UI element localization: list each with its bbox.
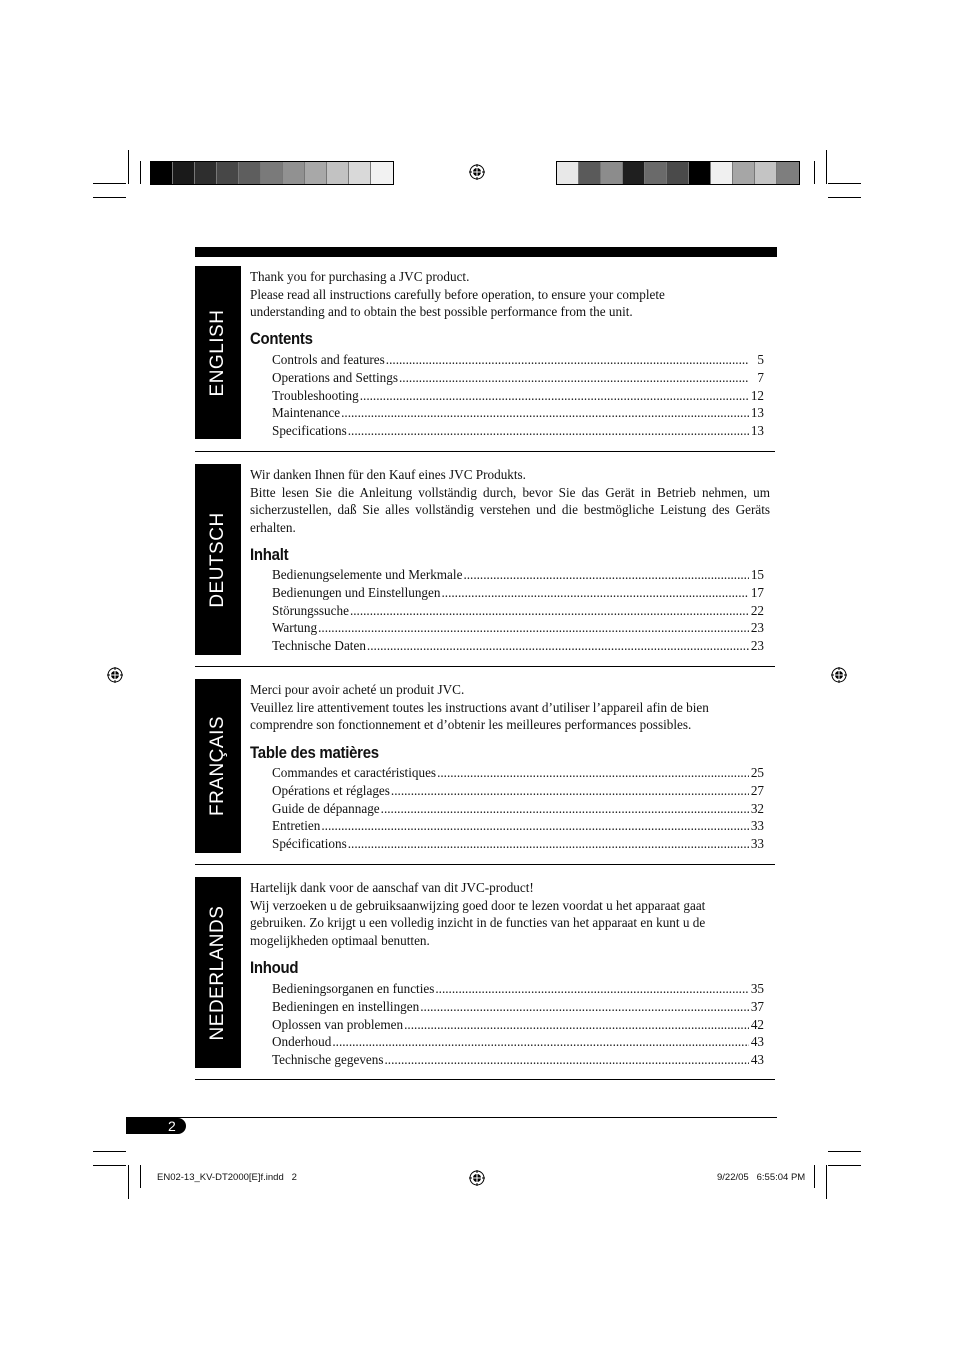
color-swatch [557,162,579,184]
color-swatch [327,162,349,184]
registration-mark-left-icon [107,667,123,683]
color-swatch [371,162,393,184]
toc-item-page: 25 [750,765,764,780]
toc-item[interactable] [272,619,764,637]
toc-item-label: Operations and Settings [272,369,398,385]
toc-item[interactable] [272,764,764,782]
intro-text [250,681,770,734]
color-bar-left [150,161,394,185]
color-swatch [151,162,173,184]
toc-item-page: 27 [750,782,764,798]
intro-text [250,268,770,321]
section-divider [195,1079,775,1080]
toc-item[interactable] [272,387,764,405]
toc-item-label: Technische Daten [272,638,366,654]
toc-item-label: Onderhoud [272,1034,332,1050]
intro-text [250,879,770,950]
toc-item[interactable] [272,422,764,440]
toc-item-label: Troubleshooting [272,387,359,403]
toc-item-page: 35 [750,981,764,996]
toc-list [272,351,764,440]
registration-mark-right-icon [831,667,847,683]
color-swatch [579,162,601,184]
toc-item-label: Specifications [272,423,347,439]
color-swatch [711,162,733,184]
color-swatch [195,162,217,184]
toc-heading: Contents [250,329,313,348]
toc-item-label: Oplossen van problemen [272,1016,404,1032]
toc-item[interactable] [272,782,764,800]
toc-item-label: Controls and features [272,352,385,367]
toc-item-page: 5 [757,352,764,367]
toc-item-page: 33 [750,818,764,834]
toc-item[interactable] [272,369,764,387]
toc-heading: Inhoud [250,958,299,977]
toc-item[interactable] [272,637,764,655]
intro-line: Hartelijk dank voor de aanschaf van dit JVC-product! [250,880,534,895]
toc-item-label: Guide de dépannage [272,800,380,816]
intro-line: Wir danken Ihnen für den Kauf eines JVC Produkts. [250,467,526,482]
toc-item[interactable] [272,835,764,853]
toc-item-page: 13 [750,405,764,421]
toc-item-page: 7 [757,369,764,385]
intro-line: Thank you for purchasing a JVC product. [250,269,470,284]
toc-item-label: Bedienungen und Einstellungen [272,584,441,600]
page-number-tab [126,1118,186,1134]
toc-item-page: 43 [750,1034,764,1050]
toc-heading: Table des matières [250,743,379,762]
color-swatch [623,162,645,184]
toc-item-label: Technische gegevens [272,1052,384,1068]
toc-item[interactable] [272,404,764,422]
color-swatch [645,162,667,184]
toc-item-label: Maintenance [272,405,341,421]
toc-list [272,764,764,853]
toc-item[interactable] [272,1033,764,1051]
toc-item-page: 37 [750,998,764,1014]
color-swatch [689,162,711,184]
intro-paragraph: Please read all instructions carefully before operation, to ensure your complete understanding and to obtain the best possible performance from the unit. [250,286,665,320]
toc-item[interactable] [272,584,764,602]
toc-list [272,566,764,655]
color-swatch [305,162,327,184]
toc-item-page: 12 [750,387,764,403]
toc-item[interactable] [272,980,764,998]
color-swatch [349,162,371,184]
color-swatch [217,162,239,184]
toc-item-label: Commandes et caractéristiques [272,765,437,780]
toc-item[interactable] [272,1016,764,1034]
toc-item-label: Bedieningsorganen en functies [272,981,435,996]
toc-item-label: Bedienungselemente und Merkmale [272,567,463,582]
toc-item-label: Bedieningen en instellingen [272,998,420,1014]
language-tab-label: FRANÇAIS [207,715,228,817]
color-swatch [777,162,799,184]
toc-item-page: 43 [750,1052,764,1068]
toc-item-page: 22 [750,602,764,618]
language-tab-label: DEUTSCH [207,511,228,608]
language-tab-label: ENGLISH [207,309,228,396]
toc-item-page: 33 [750,836,764,852]
toc-item-label: Störungssuche [272,602,349,618]
color-swatch [173,162,195,184]
toc-heading: Inhalt [250,545,289,564]
section-divider [195,451,775,452]
toc-list [272,980,764,1069]
color-swatch [239,162,261,184]
registration-mark-bottom-icon [469,1170,485,1186]
toc-item-label: Opérations et réglages [272,782,390,798]
color-swatch [667,162,689,184]
language-tab-english [195,266,241,439]
toc-item[interactable] [272,602,764,620]
toc-item[interactable] [272,351,764,369]
toc-item-page: 42 [750,1016,764,1032]
color-swatch [733,162,755,184]
slug-filename: EN02-13_KV-DT2000[E]f.indd 2 [157,1172,297,1183]
footer-rule [126,1117,777,1118]
section-divider [195,666,775,667]
toc-item-label: Spécifications [272,836,347,852]
top-rule [195,247,777,257]
toc-item[interactable] [272,566,764,584]
toc-item[interactable] [272,1051,764,1069]
toc-item-label: Entretien [272,818,321,834]
language-tab-nederlands [195,877,241,1068]
toc-item[interactable] [272,998,764,1016]
toc-item[interactable] [272,800,764,818]
toc-item-label: Wartung [272,620,318,636]
registration-mark-top-icon [469,164,485,180]
slug-datetime: 9/22/05 6:55:04 PM [717,1172,806,1183]
page-number: 2 [168,1118,176,1134]
color-bar-right [556,161,800,185]
language-tab-label: NEDERLANDS [207,905,228,1040]
intro-paragraph: Wij verzoeken u de gebruiksaanwijzing goed door te lezen voordat u het apparaat gaat gebruiken. Zo krijgt u een volledig inzicht in de functies van het apparaat en kunt u de mogelijkheden optimaal benutten. [250,897,706,949]
toc-item-page: 32 [750,800,764,816]
toc-item-page: 13 [750,423,764,439]
color-swatch [283,162,305,184]
section-divider [195,864,775,865]
color-swatch [601,162,623,184]
intro-paragraph: Veuillez lire attentivement toutes les instructions avant d’utiliser l’appareil afin de bien comprendre son fonctionnement et d’obtenir les meilleures performances possibles. [250,699,709,733]
color-swatch [261,162,283,184]
intro-line: Merci pour avoir acheté un produit JVC. [250,682,465,697]
toc-item-page: 23 [750,620,764,636]
language-tab-deutsch [195,464,241,655]
intro-text [250,466,770,537]
intro-paragraph: Bitte lesen Sie die Anleitung vollständig durch, bevor Sie das Gerät in Betrieb nehmen, um sicherzustellen, daß Sie alles vollständig verstehen und die bestmögliche Leistung des Geräts erhalten. [250,484,770,536]
toc-item-page: 15 [750,567,764,582]
language-tab-francais [195,679,241,853]
toc-item-page: 23 [750,638,764,654]
color-swatch [755,162,777,184]
toc-item-page: 17 [750,584,764,600]
toc-item[interactable] [272,817,764,835]
